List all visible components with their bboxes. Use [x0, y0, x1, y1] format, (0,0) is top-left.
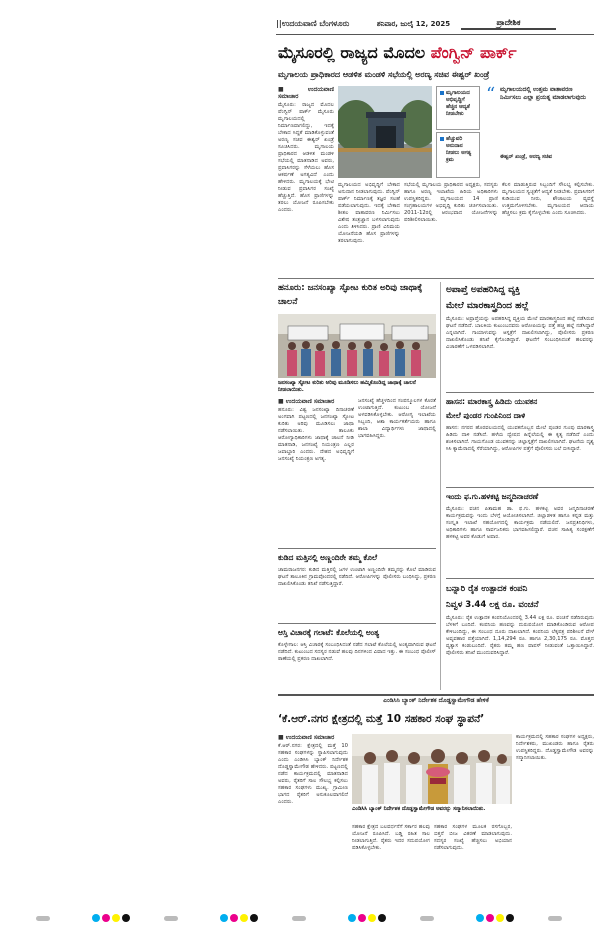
section-rule-5: [446, 487, 594, 488]
registration-bar: [548, 916, 562, 921]
lead-headline: [278, 38, 596, 68]
yellow-mark: [240, 914, 248, 922]
kr-col1-text: ಕೆ.ಆರ್.ನಗರ: ಕ್ಷೇತ್ರದಲ್ಲಿ ಮತ್ತೆ 10 ಸಹಕಾರ ಸಂಘಗಳನ್ನು ಸ್ಥಾಪಿಸಲಾಗುವುದು ಎಂದು ಎಂಡಿಸಿಸಿ ಬ್ಯಾಂಕ್ ನಿರ್ದೇಶಕ ದೊಡ್ಡಸ್ವಾಮೇಗೌಡ ಹೇಳಿದರು. ಪಟ್ಟಣದಲ್ಲಿ ನಡೆದ ಕಾರ್ಯಕ್ರಮದಲ್ಲಿ ಮಾತನಾಡಿದ ಅವರು, ರೈತರಿಗೆ ಸಾಲ ಸೌಲಭ್ಯ ಕಲ್ಪಿಸಲು ಸಹಕಾರ ಸಂಘಗಳು ಮುಖ್ಯ. ಗ್ರಾಮೀಣ ಭಾಗದ ರೈತರಿಗೆ ಅನುಕೂಲವಾಗಲಿದೆ ಎಂದರು.: [278, 743, 348, 805]
lead-column-1: [278, 86, 334, 276]
hassan-headline-line-2: ಮೇಲೆ ಪುಂಡರ ಗುಂಪಿನಿಂದ ದಾಳಿ: [446, 411, 526, 420]
kr-felicitation-photo: [352, 734, 512, 804]
hanur-headline: ಹನೂರು: ಜನಸಂಖ್ಯಾ ಸ್ಫೋಟ ಕುರಿತ ಅರಿವು ಜಾಥಾಕ್ಕೆ ಚಾಲನೆ: [278, 283, 423, 307]
kr-column-2: [352, 824, 430, 902]
lead-quote-attribution: ಈಶ್ವರ್ ಖಂಡ್ರೆ, ಅರಣ್ಯ ಸಚಿವ: [500, 154, 552, 160]
lead-column-3: [404, 182, 498, 276]
kr-kicker: ಎಂಡಿಸಿಸಿ ಬ್ಯಾಂಕ್ ನಿರ್ದೇಶಕ ದೊಡ್ಡಸ್ವಾಮೇಗೌಡ ಹೇಳಿಕೆ: [383, 697, 489, 704]
lead-column-4: [502, 182, 594, 276]
kr-col2-text: ಸಹಕಾರ ಕ್ಷೇತ್ರದ ಬಲವರ್ಧನೆಗೆ ಸರ್ಕಾರ ಹಲವು ಯೋಜನೆ ರೂಪಿಸಿದೆ. ಬಡ್ಡಿ ರಹಿತ ಸಾಲ ನೀಡಲಾಗುತ್ತಿದೆ. ರೈತರು ಇದರ ಸದುಪಯೋಗ ಪಡಿಸಿಕೊಳ್ಳಬೇಕು.: [352, 824, 430, 851]
section-rule: [278, 278, 594, 279]
registration-bar: [292, 916, 306, 921]
halakatti-body: [446, 506, 594, 576]
section-rule-7: [278, 694, 594, 696]
section-rule-4: [446, 392, 594, 393]
lead-col4-text: ಕೆಲಸ ಮಾಡುತ್ತಿರುವ ಸಿಬ್ಬಂದಿಗೆ ಸೌಲಭ್ಯ ಕಲ್ಪಿಸಬೇಕು. ಮೃಗಾಲಯದ ಸ್ವಚ್ಛತೆಗೆ ಆದ್ಯತೆ ನೀಡಬೇಕು. ಪ್ರವಾಸಿಗರಿಗೆ ಕುಡಿಯುವ ನೀರು, ಶೌಚಾಲಯ ವ್ಯವಸ್ಥೆ ಉತ್ತಮಗೊಳಿಸಬೇಕು. ಮೃಗಾಲಯದ ಆದಾಯ ಹೆಚ್ಚಿಸಲು ಕ್ರಮ ಕೈಗೊಳ್ಳಬೇಕು ಎಂದು ಸೂಚಿಸಿದರು.: [502, 182, 594, 216]
column-divider: [440, 282, 441, 690]
magenta-mark: [102, 914, 110, 922]
yellow-mark: [368, 914, 376, 922]
magenta-mark: [230, 914, 238, 922]
magenta-mark: [486, 914, 494, 922]
black-mark: [122, 914, 130, 922]
kr-photo-caption: ಎಂಡಿಸಿಸಿ ಬ್ಯಾಂಕ್ ನಿರ್ದೇಶಕ ದೊಡ್ಡಸ್ವಾಮೇಗೌಡ ಅವರನ್ನು ಸನ್ಮಾನಿಸಲಾಯಿತು.: [352, 806, 486, 812]
registration-bar: [164, 916, 178, 921]
lead-highlight-box-1: ಮೃಗಾಲಯದ ಅಭಿವೃದ್ಧಿಗೆ ಹೆಚ್ಚಿನ ಆದ್ಯತೆ ನೀಡಬೇಕು: [436, 86, 480, 130]
yellow-mark: [112, 914, 120, 922]
lead-col3-text: ಸಭೆಯಲ್ಲಿ ಮೃಗಾಲಯ ಪ್ರಾಧಿಕಾರದ ಅಧ್ಯಕ್ಷರು, ಸದಸ್ಯರು ಹಾಗೂ ಅರಣ್ಯ ಇಲಾಖೆಯ ಹಿರಿಯ ಅಧಿಕಾರಿಗಳು ಉಪಸ್ಥಿತರಿದ್ದರು. ಮೃಗಾಲಯದ 14 ಪ್ರಾಣಿ ಸಂಗ್ರಹಾಲಯಗಳ ಅಭಿವೃದ್ಧಿ ಕುರಿತು ಚರ್ಚಿಸಲಾಯಿತು. 2011-12ರಲ್ಲಿ ಆರಂಭವಾದ ಯೋಜನೆಗಳನ್ನು ಪರಿಶೀಲಿಸಲಾಯಿತು.: [404, 182, 498, 223]
cyan-mark: [220, 914, 228, 922]
kudi-headline: ಕುಡಿದ ಮತ್ತಿನಲ್ಲಿ ಅಣ್ಣಂದಿರೇ ತಮ್ಮ ಕೊಲೆ: [278, 553, 378, 562]
kr-column-3: [434, 824, 512, 902]
quote-mark-icon: “: [486, 84, 496, 105]
apaharana-headline-line-2: ಮೇಲೆ ಮಾರಕಾಸ್ತ್ರದಿಂದ ಹಲ್ಲೆ: [446, 301, 529, 311]
bank-body: [446, 615, 594, 690]
cyan-mark: [92, 914, 100, 922]
bank-headline-line-1: ಬನ್ನಾರಿ ರೈತ ಉತ್ಪಾದಕ ಕಂಪನಿ: [446, 584, 528, 594]
lead-quote: ಮೃಗಾಲಯದಲ್ಲಿ ಉತ್ತಮ ವಾತಾವರಣ ನಿರ್ಮಿಸಲು ಎಲ್ಲಾ ಪ್ರಯತ್ನ ಮಾಡಲಾಗುವುದು: [500, 86, 587, 101]
asti-body: [278, 642, 436, 690]
bank-body-text: ಮೈಸೂರು: ರೈತ ಉತ್ಪಾದಕ ಕಂಪನಿಯೊಂದರಲ್ಲಿ 3.44 ಲಕ್ಷ ರೂ. ವಂಚನೆ ನಡೆದಿರುವುದು ಬೆಳಕಿಗೆ ಬಂದಿದೆ. ಕಂಪನಿಯ ಹಣವನ್ನು ದುರುಪಯೋಗ ಮಾಡಿಕೊಂಡಿರುವ ಆರೋಪ ಕೇಳಿಬಂದಿದ್ದು, ಈ ಸಂಬಂಧ ದೂರು ದಾಖಲಾಗಿದೆ. ಕಂಪನಿಯ ಲೆಕ್ಕಪತ್ರ ಪರಿಶೀಲನೆ ವೇಳೆ ಅವ್ಯವಹಾರ ಪತ್ತೆಯಾಗಿದೆ. 1,14,294 ರೂ. ಹಾಗೂ 2,30,175 ರೂ. ಮೊತ್ತದ ವ್ಯತ್ಯಾಸ ಕಂಡುಬಂದಿದೆ. ರೈತರು ತಮ್ಮ ಹಣ ವಾಪಸ್ ನೀಡುವಂತೆ ಒತ್ತಾಯಿಸಿದ್ದಾರೆ. ಪೊಲೀಸರು ತನಿಖೆ ಮುಂದುವರಿಸಿದ್ದಾರೆ.: [446, 615, 594, 656]
penguin-park-photo: [338, 86, 432, 178]
lead-column-2: [338, 182, 400, 276]
hassan-body-text: ಹಾಸನ: ನಗರದ ಹೊರವಲಯದಲ್ಲಿ ಯುವಕನೊಬ್ಬನ ಮೇಲೆ ಪುಂಡರ ಗುಂಪು ಮಾರಕಾಸ್ತ್ರ ಹಿಡಿದು ದಾಳಿ ನಡೆಸಿದೆ. ಹಳೆಯ ದ್ವೇಷದ ಹಿನ್ನೆಲೆಯಲ್ಲಿ ಈ ಕೃತ್ಯ ನಡೆದಿದೆ ಎಂದು ಶಂಕಿಸಲಾಗಿದೆ. ಗಾಯಗೊಂಡ ಯುವಕನನ್ನು ಜಿಲ್ಲಾಸ್ಪತ್ರೆಗೆ ದಾಖಲಿಸಲಾಗಿದೆ. ಘಟನೆಯ ದೃಶ್ಯ ಸಿಸಿ ಕ್ಯಾಮೆರಾದಲ್ಲಿ ಸೆರೆಯಾಗಿದ್ದು, ಆರೋಪಿಗಳ ಪತ್ತೆಗೆ ಪೊಲೀಸರು ಬಲೆ ಬೀಸಿದ್ದಾರೆ.: [446, 425, 594, 452]
masthead-rule: [276, 34, 594, 35]
apaharana-body-text: ಮೈಸೂರು: ಅಪ್ರಾಪ್ತೆಯನ್ನು ಅಪಹರಿಸಿದ್ದ ವ್ಯಕ್ತಿಯ ಮೇಲೆ ಮಾರಕಾಸ್ತ್ರದಿಂದ ಹಲ್ಲೆ ನಡೆಸಿರುವ ಘಟನೆ ನಡೆದಿದೆ. ಬಾಲಕಿಯ ಕುಟುಂಬದವರು ಆರೋಪಿಯನ್ನು ಪತ್ತೆ ಹಚ್ಚಿ ಹಲ್ಲೆ ನಡೆಸಿದ್ದಾರೆ ಎನ್ನಲಾಗಿದೆ. ಗಾಯಾಳುವನ್ನು ಆಸ್ಪತ್ರೆಗೆ ದಾಖಲಿಸಲಾಗಿದ್ದು, ಪೊಲೀಸರು ಪ್ರಕರಣ ದಾಖಲಿಸಿಕೊಂಡು ತನಿಖೆ ಕೈಗೊಂಡಿದ್ದಾರೆ. ಘಟನೆಗೆ ಸಂಬಂಧಿಸಿದಂತೆ ಹಲವರನ್ನು ವಿಚಾರಣೆಗೆ ಒಳಪಡಿಸಲಾಗಿದೆ.: [446, 316, 594, 350]
black-mark: [506, 914, 514, 922]
hassan-headline-line-1: ಹಾಸನ: ಮಾರಕಾಸ್ತ್ರ ಹಿಡಿದು ಯುವಕನ: [446, 397, 538, 406]
lead-byline: ■ ಉದಯವಾಣಿ ಸಮಾಚಾರ: [278, 86, 334, 100]
kr-col3-text: ಸಹಕಾರ ಸಂಘಗಳ ಮೂಲಕ ರಸಗೊಬ್ಬರ, ಬಿತ್ತನೆ ಬೀಜ ವಿತರಣೆ ಮಾಡಲಾಗುವುದು. ಸದಸ್ಯರ ಸಂಖ್ಯೆ ಹೆಚ್ಚಿಸಲು ಅಭಿಯಾನ ನಡೆಸಲಾಗುವುದು.: [434, 824, 512, 851]
issue-date: ಶನಿವಾರ, ಜುಲೈ 12, 2025: [376, 19, 451, 28]
hanur-photo-caption: ಜನಸಂಖ್ಯಾ ಸ್ಫೋಟ ಕುರಿತು ಅರಿವು ಮೂಡಿಸಲು ಹಮ್ಮಿಕೊಂಡಿದ್ದ ಜಾಥಾಕ್ಕೆ ಚಾಲನೆ ನೀಡಲಾಯಿತು.: [278, 380, 416, 393]
hanur-column-1: [278, 398, 354, 546]
cyan-mark: [476, 914, 484, 922]
hanur-rally-photo: [278, 314, 436, 378]
section-rule-2: [278, 548, 436, 549]
halakatti-body-text: ಮೈಸೂರು: ವಚನ ಪಿತಾಮಹ ಡಾ. ಫ.ಗು. ಹಳಕಟ್ಟಿ ಅವರ ಜನ್ಮದಿನಾಚರಣೆ ಕಾರ್ಯಕ್ರಮವನ್ನು ಇಂದು ಬೆಳಗ್ಗೆ ಆಯೋಜಿಸಲಾಗಿದೆ. ಜಿಲ್ಲಾಡಳಿತ ಹಾಗೂ ಕನ್ನಡ ಮತ್ತು ಸಂಸ್ಕೃತಿ ಇಲಾಖೆ ಸಹಯೋಗದಲ್ಲಿ ಕಾರ್ಯಕ್ರಮ ನಡೆಯಲಿದೆ. ಜನಪ್ರತಿನಿಧಿಗಳು, ಅಧಿಕಾರಿಗಳು ಹಾಗೂ ಸಾರ್ವಜನಿಕರು ಭಾಗವಹಿಸಲಿದ್ದಾರೆ. ವಚನ ಸಾಹಿತ್ಯ ಸಂರಕ್ಷಣೆಗೆ ಹಳಕಟ್ಟಿ ಅವರ ಕೊಡುಗೆ ಅಪಾರ.: [446, 506, 594, 540]
lead-headline-red: ಪೆಂಗ್ವಿನ್ ಪಾರ್ಕ್: [430, 43, 517, 62]
bank-headline-line-2: ನಿವ್ವಳ 3.44 ಲಕ್ಷ ರೂ. ವಂಚನೆ: [446, 600, 539, 610]
kudi-body: [278, 567, 436, 621]
section-rule-6: [446, 578, 594, 579]
cyan-mark: [348, 914, 356, 922]
kr-column-4: [516, 734, 594, 902]
masthead: [276, 14, 594, 34]
hanur-column-2: [358, 398, 436, 546]
section-rule-3: [278, 623, 436, 624]
halakatti-headline: ಇಂದು ಫ.ಗು.ಹಳಕಟ್ಟಿ ಜನ್ಮದಿನಾಚರಣೆ: [446, 492, 539, 501]
hassan-body: [446, 425, 594, 485]
black-mark: [378, 914, 386, 922]
lead-col1-text: ಮೈಸೂರು: ರಾಜ್ಯದ ಮೊದಲ ಪೆಂಗ್ವಿನ್ ಪಾರ್ಕ್ ಮೈಸೂರು ಮೃಗಾಲಯದಲ್ಲಿ ನಿರ್ಮಾಣವಾಗಲಿದ್ದು, ಇದಕ್ಕೆ ಬೇಕಾದ ಸಿದ್ಧತೆ ಮಾಡಿಕೊಳ್ಳುವಂತೆ ಅರಣ್ಯ ಸಚಿವ ಈಶ್ವರ್ ಖಂಡ್ರೆ ಸೂಚಿಸಿದರು. ಮೃಗಾಲಯ ಪ್ರಾಧಿಕಾರದ ಆಡಳಿತ ಮಂಡಳಿ ಸಭೆಯಲ್ಲಿ ಮಾತನಾಡಿದ ಅವರು, ಪ್ರವಾಸಿಗರನ್ನು ಸೆಳೆಯಲು ಹೊಸ ಆಕರ್ಷಣೆ ಅಗತ್ಯವಿದೆ ಎಂದು ಹೇಳಿದರು. ಮೃಗಾಲಯಕ್ಕೆ ಭೇಟಿ ನೀಡುವ ಪ್ರವಾಸಿಗರ ಸಂಖ್ಯೆ ಹೆಚ್ಚುತ್ತಿದೆ. ಹೊಸ ಪ್ರಾಣಿಗಳನ್ನು ತರಲು ಯೋಜನೆ ರೂಪಿಸಬೇಕು ಎಂದರು.: [278, 102, 334, 213]
section-name: ಪ್ರಾದೇಶಿಕ: [461, 18, 556, 30]
lead-col2-text: ಮೃಗಾಲಯದ ಅಭಿವೃದ್ಧಿಗೆ ಬೇಕಾದ ಅನುದಾನ ನೀಡಲಾಗುವುದು. ಪೆಂಗ್ವಿನ್ ಪಾರ್ಕ್ ನಿರ್ಮಾಣಕ್ಕೆ ತಜ್ಞರ ಸಲಹೆ ಪಡೆಯಲಾಗುವುದು. ಇದಕ್ಕೆ ಬೇಕಾದ ಶೀತಲ ವಾತಾವರಣ ನಿರ್ಮಿಸಲು ವಿಶೇಷ ತಂತ್ರಜ್ಞಾನ ಬಳಸಲಾಗುವುದು ಎಂದು ತಿಳಿಸಿದರು. ಪ್ರಾಣಿ ವಿನಿಮಯ ಯೋಜನೆಯಡಿ ಹೊಸ ಪ್ರಾಣಿಗಳನ್ನು ತರಲಾಗುವುದು.: [338, 182, 400, 244]
registration-bar: [420, 916, 434, 921]
lead-subhead: ಮೃಗಾಲಯ ಪ್ರಾಧಿಕಾರದ ಆಡಳಿತ ಮಂಡಳಿ ಸಭೆಯಲ್ಲಿ ಅರಣ್ಯ ಸಚಿವ ಈಶ್ವರ್ ಖಂಡ್ರೆ: [278, 70, 490, 79]
magenta-mark: [358, 914, 366, 922]
kr-column-1: [278, 734, 348, 902]
hanur-col1-text: ಹನೂರು: ವಿಶ್ವ ಜನಸಂಖ್ಯಾ ದಿನಾಚರಣೆ ಅಂಗವಾಗಿ ಪಟ್ಟಣದಲ್ಲಿ ಜನಸಂಖ್ಯಾ ಸ್ಫೋಟ ಕುರಿತು ಅರಿವು ಮೂಡಿಸಲು ಜಾಥಾ ನಡೆಸಲಾಯಿತು. ತಾಲೂಕು ಆರೋಗ್ಯಾಧಿಕಾರಿಗಳು ಜಾಥಾಕ್ಕೆ ಚಾಲನೆ ನೀಡಿ ಮಾತನಾಡಿ, ಜನಸಂಖ್ಯೆ ನಿಯಂತ್ರಣ ಎಲ್ಲರ ಜವಾಬ್ದಾರಿ ಎಂದರು. ದೇಶದ ಅಭಿವೃದ್ಧಿಗೆ ಜನಸಂಖ್ಯೆ ನಿಯಂತ್ರಣ ಅಗತ್ಯ.: [278, 407, 354, 462]
paper-name: ||ಉದಯವಾಣಿ ಬೆಂಗಳೂರು: [276, 19, 350, 28]
print-registration-marks: [0, 912, 600, 924]
asti-headline: ಆಸ್ತಿ ವಿಚಾರಕ್ಕೆ ಗಲಾಟೆ: ಕೊಲೆಯಲ್ಲಿ ಅಂತ್ಯ: [278, 628, 380, 637]
kr-headline: ‘ಕೆ.ಆರ್.ನಗರ ಕ್ಷೇತ್ರದಲ್ಲಿ ಮತ್ತೆ 10 ಸಹಕಾರ ಸಂಘ ಸ್ಥಾಪನೆ’: [278, 713, 485, 725]
apaharana-body: [446, 316, 594, 390]
lead-highlight-box-2: ಹೆಚ್ಚುವರಿ ಅನುದಾನ ನೀಡಲು ಅಗತ್ಯ ಕ್ರಮ: [436, 132, 480, 178]
lead-headline-black: ಮೈಸೂರಲ್ಲಿ ರಾಜ್ಯದ ಮೊದಲ: [278, 43, 426, 62]
apaharana-headline-line-1: ಅಪಾಪ್ತೆ ಅಪಹರಿಸಿದ್ದ ವ್ಯಕ್ತಿ: [446, 285, 521, 295]
yellow-mark: [496, 914, 504, 922]
registration-bar: [36, 916, 50, 921]
hanur-byline: ■ ಉದಯವಾಣಿ ಸಮಾಚಾರ: [278, 398, 354, 405]
kr-col4-text: ಕಾರ್ಯಕ್ರಮದಲ್ಲಿ ಸಹಕಾರ ಸಂಘಗಳ ಅಧ್ಯಕ್ಷರು, ನಿರ್ದೇಶಕರು, ಮುಖಂಡರು ಹಾಗೂ ರೈತರು ಉಪಸ್ಥಿತರಿದ್ದರು. ದೊಡ್ಡಸ್ವಾಮೇಗೌಡ ಅವರನ್ನು ಸನ್ಮಾನಿಸಲಾಯಿತು.: [516, 734, 594, 761]
black-mark: [250, 914, 258, 922]
hanur-col2-text: ಜನಸಂಖ್ಯೆ ಹೆಚ್ಚಳದಿಂದ ಸಂಪನ್ಮೂಲಗಳ ಕೊರತೆ ಉಂಟಾಗುತ್ತಿದೆ. ಕುಟುಂಬ ಯೋಜನೆ ಅಳವಡಿಸಿಕೊಳ್ಳಬೇಕು. ಆರೋಗ್ಯ ಇಲಾಖೆಯ ಸಿಬ್ಬಂದಿ, ಆಶಾ ಕಾರ್ಯಕರ್ತೆಯರು ಹಾಗೂ ಶಾಲಾ ವಿದ್ಯಾರ್ಥಿಗಳು ಜಾಥಾದಲ್ಲಿ ಭಾಗವಹಿಸಿದ್ದರು.: [358, 398, 436, 439]
kudi-body-text: ಚಾಮರಾಜನಗರ: ಕುಡಿದ ಮತ್ತಿನಲ್ಲಿ ಜಗಳ ಉಂಟಾಗಿ ಅಣ್ಣಂದಿರೇ ತಮ್ಮನನ್ನು ಕೊಲೆ ಮಾಡಿರುವ ಘಟನೆ ತಾಲೂಕಿನ ಗ್ರಾಮವೊಂದರಲ್ಲಿ ನಡೆದಿದೆ. ಆರೋಪಿಗಳನ್ನು ಪೊಲೀಸರು ಬಂಧಿಸಿದ್ದು, ಪ್ರಕರಣ ದಾಖಲಿಸಿಕೊಂಡು ತನಿಖೆ ನಡೆಸುತ್ತಿದ್ದಾರೆ.: [278, 567, 436, 587]
asti-body-text: ಕೊಳ್ಳೇಗಾಲ: ಆಸ್ತಿ ವಿಚಾರಕ್ಕೆ ಸಂಬಂಧಿಸಿದಂತೆ ನಡೆದ ಗಲಾಟೆ ಕೊಲೆಯಲ್ಲಿ ಅಂತ್ಯವಾಗಿರುವ ಘಟನೆ ನಡೆದಿದೆ. ಕುಟುಂಬದ ಸದಸ್ಯರ ನಡುವೆ ಹಲವು ದಿನಗಳಿಂದ ವಿವಾದ ಇತ್ತು. ಈ ಸಂಬಂಧ ಪೊಲೀಸ್ ಠಾಣೆಯಲ್ಲಿ ಪ್ರಕರಣ ದಾಖಲಾಗಿದೆ.: [278, 642, 436, 662]
kr-byline: ■ ಉದಯವಾಣಿ ಸಮಾಚಾರ: [278, 734, 348, 741]
